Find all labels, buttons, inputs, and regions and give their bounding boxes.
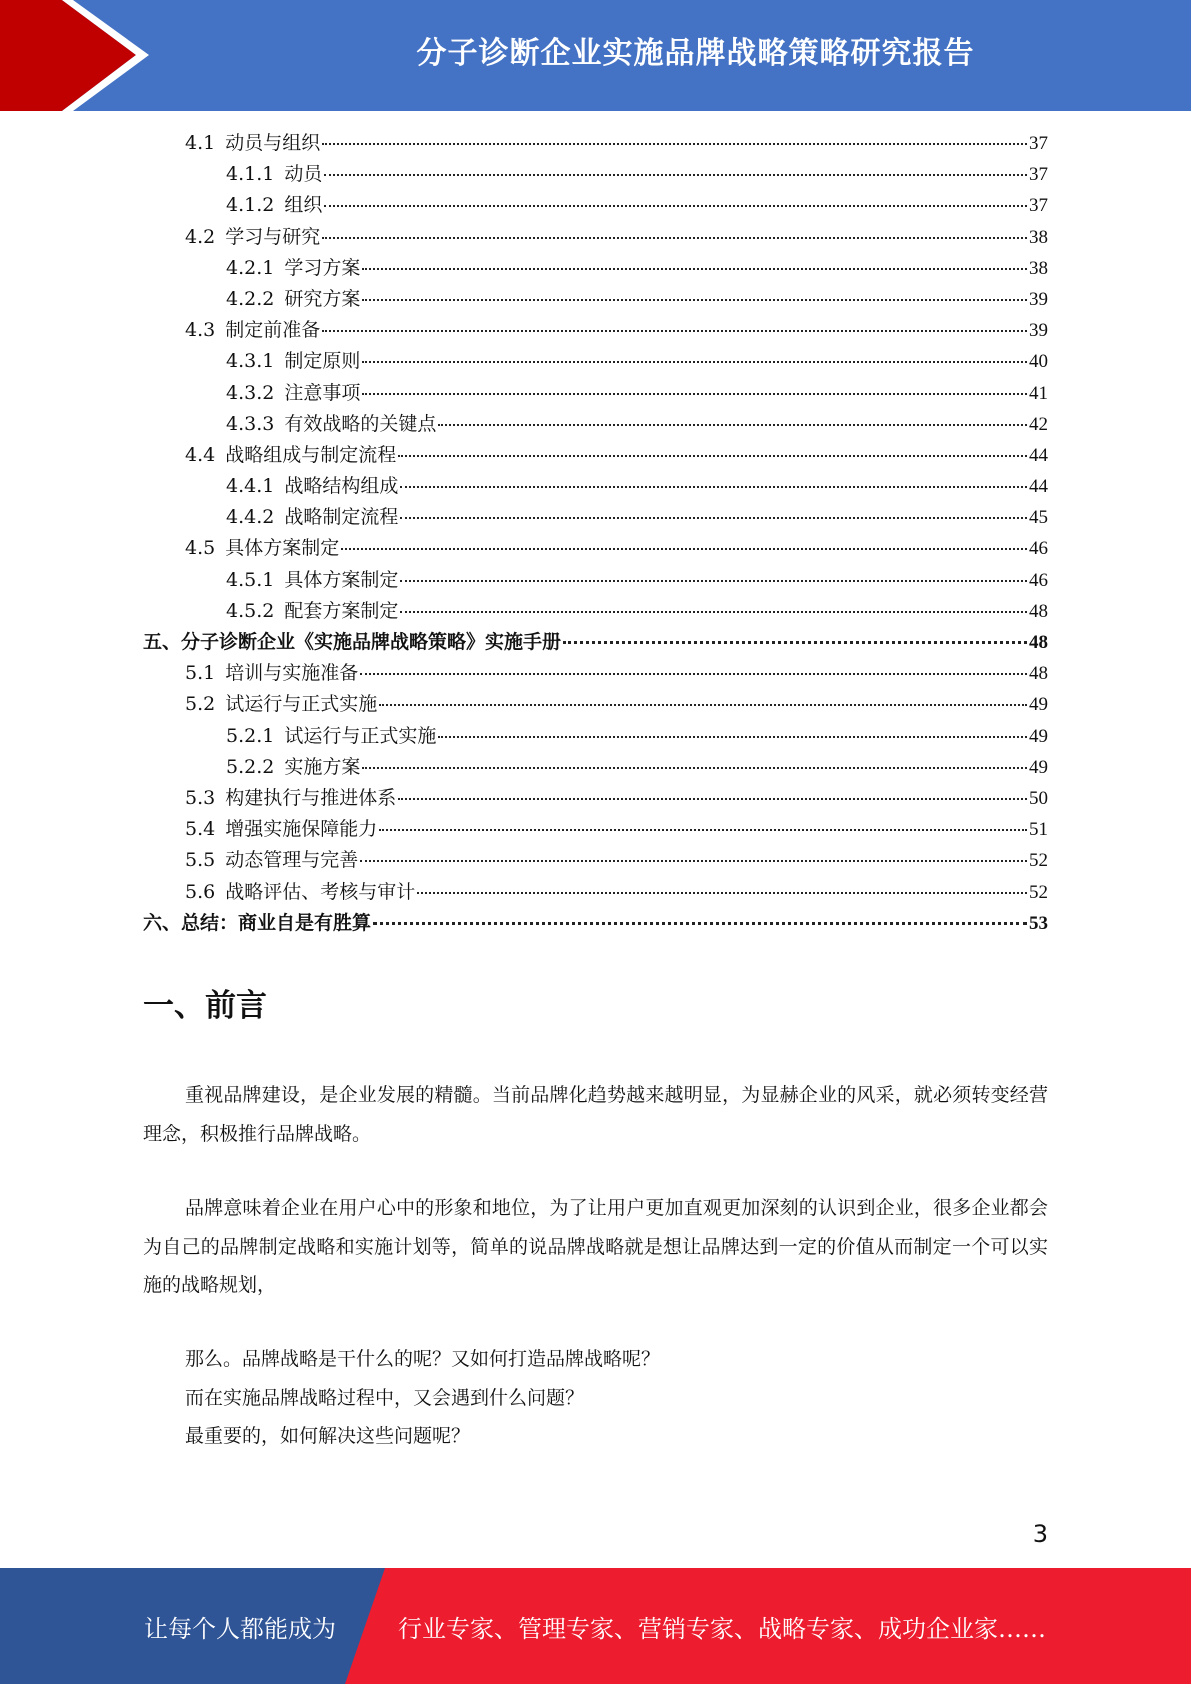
toc-entry-page: 48 xyxy=(1029,663,1048,685)
toc-entry-title: 有效战略的关键点 xyxy=(284,412,437,435)
toc-entry-number: 4.2.2 xyxy=(226,287,275,310)
toc-entry-page: 49 xyxy=(1029,725,1048,747)
toc-entry-title: 战略评估、考核与审计 xyxy=(225,880,416,903)
toc-entry[interactable] xyxy=(143,627,1048,658)
toc-dot-leader xyxy=(341,547,1027,550)
toc-entry-number: 5.2.1 xyxy=(226,724,275,747)
toc-entry-title: 战略组成与制定流程 xyxy=(225,443,397,466)
toc-entry-title: 研究方案 xyxy=(284,287,361,310)
toc-entry-number: 4.1.1 xyxy=(226,163,275,186)
toc-entry-page: 39 xyxy=(1029,320,1048,342)
toc-entry-page: 49 xyxy=(1029,756,1048,778)
toc-entry-title: 实施方案 xyxy=(284,755,361,778)
toc-entry[interactable] xyxy=(143,596,1048,627)
question-list xyxy=(185,1340,660,1456)
toc-dot-leader xyxy=(400,485,1027,488)
toc-dot-leader xyxy=(322,236,1027,239)
toc-entry-number: 4.3.1 xyxy=(226,350,275,373)
question-line: 最重要的，如何解决这些问题呢？ xyxy=(185,1425,471,1447)
toc-entry-page: 37 xyxy=(1029,133,1048,154)
toc-entry-number: 4.5 xyxy=(185,537,216,560)
toc-entry-page: 44 xyxy=(1029,444,1048,466)
toc-entry-number: 4.4.2 xyxy=(226,506,275,529)
toc-entry-page: 37 xyxy=(1029,164,1048,186)
paragraph: 品牌意味着企业在用户心中的形象和地位，为了让用户更加直观更加深刻的认识到企业，很多企业都会为自己的品牌制定战略和实施计划等，简单的说品牌战略就是想让品牌达到一定的价值从而制定一个可以实施的战略规划， xyxy=(143,1197,1048,1296)
toc-dot-leader xyxy=(379,703,1027,706)
toc-dot-leader xyxy=(362,360,1027,363)
toc-entry-number: 5.6 xyxy=(185,880,216,903)
toc-entry[interactable] xyxy=(143,315,1048,346)
toc-entry-number: 4.3.3 xyxy=(226,412,275,435)
toc-dot-leader xyxy=(563,640,1027,644)
toc-entry-page: 52 xyxy=(1029,881,1048,903)
toc-entry-title: 学习方案 xyxy=(284,256,361,279)
toc-entry-page: 44 xyxy=(1029,476,1048,498)
toc-entry-number: 4.2.1 xyxy=(226,256,275,279)
toc-entry-number: 5.3 xyxy=(185,786,216,809)
toc-entry[interactable] xyxy=(143,565,1048,596)
toc-entry[interactable] xyxy=(143,814,1048,845)
toc-entry-title: 试运行与正式实施 xyxy=(225,693,378,716)
toc-entry-page: 52 xyxy=(1029,850,1048,872)
toc-dot-leader xyxy=(360,859,1027,862)
toc-entry-title: 培训与实施准备 xyxy=(225,662,359,685)
toc-entry[interactable] xyxy=(143,689,1048,720)
toc-entry-page: 46 xyxy=(1029,538,1048,560)
header-title: 分子诊断企业实施品牌战略策略研究报告 xyxy=(416,36,975,71)
toc-entry-title: 学习与研究 xyxy=(225,225,321,248)
toc-entry-number: 4.4.1 xyxy=(226,475,275,498)
toc-entry-page: 42 xyxy=(1029,413,1048,435)
toc-entry-number: 4.5.1 xyxy=(226,568,275,591)
toc-entry[interactable] xyxy=(143,658,1048,689)
toc-entry[interactable] xyxy=(143,877,1048,908)
toc-entry-page: 46 xyxy=(1029,569,1048,591)
toc-entry[interactable] xyxy=(143,378,1048,409)
toc-dot-leader xyxy=(362,298,1027,301)
toc-dot-leader xyxy=(400,579,1027,582)
toc-entry-number: 4.3 xyxy=(185,319,216,342)
toc-entry[interactable] xyxy=(143,471,1048,502)
toc-entry[interactable] xyxy=(143,752,1048,783)
toc-entry-number: 4.1 xyxy=(185,132,216,154)
toc-entry-title: 制定前准备 xyxy=(225,319,321,342)
toc-entry-number: 5.4 xyxy=(185,818,216,841)
toc-entry[interactable] xyxy=(143,284,1048,315)
toc-dot-leader xyxy=(400,516,1027,519)
toc-entry-page: 51 xyxy=(1029,819,1048,841)
toc-entry-page: 38 xyxy=(1029,226,1048,248)
toc-dot-leader xyxy=(322,329,1027,332)
toc-entry-title: 动员与组织 xyxy=(225,132,321,154)
toc-dot-leader xyxy=(400,610,1027,613)
toc-entry[interactable] xyxy=(143,908,1048,939)
toc-entry-title: 动员 xyxy=(284,163,323,186)
toc-entry-title: 具体方案制定 xyxy=(284,568,399,591)
toc-entry-title: 注意事项 xyxy=(284,381,361,404)
toc-entry-title: 试运行与正式实施 xyxy=(284,724,437,747)
toc-entry-title: 配套方案制定 xyxy=(284,599,399,622)
toc-entry-title: 具体方案制定 xyxy=(225,537,340,560)
toc-entry-title: 组织 xyxy=(284,194,323,217)
toc-entry[interactable] xyxy=(143,222,1048,253)
toc-dot-leader xyxy=(362,392,1027,395)
toc-dot-leader xyxy=(324,204,1027,207)
toc-entry-number: 5.1 xyxy=(185,662,216,685)
toc-entry[interactable] xyxy=(143,502,1048,533)
toc-entry-title: 五、分子诊断企业《实施品牌战略策略》实施手册 xyxy=(143,631,562,653)
toc-entry-page: 39 xyxy=(1029,288,1048,310)
toc-entry[interactable] xyxy=(143,440,1048,471)
table-of-contents xyxy=(143,128,1048,939)
toc-entry-number: 5.5 xyxy=(185,849,216,872)
toc-entry-number: 4.2 xyxy=(185,225,216,248)
toc-dot-leader xyxy=(438,423,1027,426)
toc-entry-number: 5.2.2 xyxy=(226,755,275,778)
toc-entry[interactable] xyxy=(143,783,1048,814)
toc-entry[interactable] xyxy=(143,409,1048,440)
paragraph: 重视品牌建设，是企业发展的精髓。当前品牌化趋势越来越明显，为显赫企业的风采，就必须转变经营理念，积极推行品牌战略。 xyxy=(143,1084,1048,1145)
toc-entry[interactable] xyxy=(143,845,1048,876)
toc-dot-leader xyxy=(362,267,1027,270)
toc-entry-title: 构建执行与推进体系 xyxy=(225,786,397,809)
toc-entry-page: 48 xyxy=(1029,600,1048,622)
toc-entry[interactable] xyxy=(143,253,1048,284)
toc-entry[interactable] xyxy=(143,190,1048,221)
footer-slogan-left: 让每个人都能成为 xyxy=(144,1614,336,1643)
toc-entry[interactable] xyxy=(143,159,1048,190)
toc-entry[interactable] xyxy=(143,721,1048,752)
toc-entry-page: 38 xyxy=(1029,257,1048,279)
question-line: 那么。品牌战略是干什么的呢？又如何打造品牌战略呢？ xyxy=(185,1348,661,1370)
toc-dot-leader xyxy=(324,173,1027,176)
toc-entry[interactable] xyxy=(143,128,1048,159)
toc-dot-leader xyxy=(438,735,1027,738)
toc-entry-number: 4.5.2 xyxy=(226,599,275,622)
page-footer xyxy=(0,1568,1191,1684)
toc-entry-title: 战略结构组成 xyxy=(284,475,399,498)
page-header xyxy=(0,0,1191,111)
toc-entry-number: 4.4 xyxy=(185,443,216,466)
toc-entry-title: 战略制定流程 xyxy=(284,506,399,529)
toc-dot-leader xyxy=(398,454,1027,457)
toc-dot-leader xyxy=(373,921,1027,925)
page-number: 3 xyxy=(1032,1520,1048,1548)
toc-entry[interactable] xyxy=(143,346,1048,377)
toc-entry-title: 制定原则 xyxy=(284,350,361,373)
toc-dot-leader xyxy=(417,891,1027,894)
toc-entry-title: 动态管理与完善 xyxy=(225,849,359,872)
toc-entry-page: 40 xyxy=(1029,351,1048,373)
toc-entry-title: 增强实施保障能力 xyxy=(225,818,378,841)
section-title: 一、前言 xyxy=(143,988,267,1024)
toc-entry[interactable] xyxy=(143,533,1048,564)
toc-dot-leader xyxy=(379,828,1027,831)
toc-entry-page: 37 xyxy=(1029,195,1048,217)
question-line: 而在实施品牌战略过程中，又会遇到什么问题？ xyxy=(185,1386,585,1409)
toc-entry-title: 六、总结：商业自是有胜算 xyxy=(143,911,372,934)
toc-entry-page: 48 xyxy=(1029,632,1048,653)
toc-entry-page: 53 xyxy=(1029,912,1048,934)
toc-dot-leader xyxy=(322,142,1027,145)
toc-entry-number: 4.3.2 xyxy=(226,381,275,404)
toc-entry-number: 4.1.2 xyxy=(226,194,275,217)
toc-entry-page: 50 xyxy=(1029,787,1048,809)
toc-entry-page: 41 xyxy=(1029,382,1048,404)
toc-entry-number: 5.2 xyxy=(185,693,216,716)
toc-entry-page: 45 xyxy=(1029,507,1048,529)
toc-dot-leader xyxy=(398,797,1027,800)
toc-entry-page: 49 xyxy=(1029,694,1048,716)
toc-dot-leader xyxy=(360,672,1027,675)
footer-slogan-right: 行业专家、管理专家、营销专家、战略专家、成功企业家…… xyxy=(398,1614,1046,1643)
toc-dot-leader xyxy=(362,766,1027,769)
